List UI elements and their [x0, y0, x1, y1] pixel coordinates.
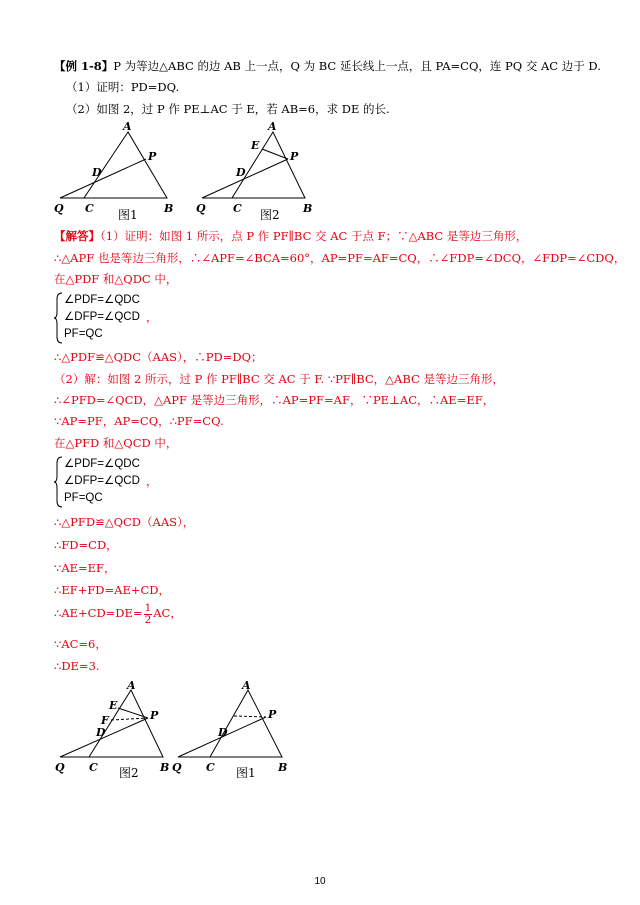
label-B: B	[303, 202, 313, 215]
figure-caption: 图1	[118, 208, 138, 222]
label-C: C	[206, 761, 215, 774]
label-P: P	[268, 708, 277, 721]
figure-caption: 图1	[236, 766, 256, 780]
label-C: C	[89, 761, 98, 774]
solution-line-14: ∵AC=6，	[54, 637, 107, 651]
label-E: E	[251, 139, 260, 152]
solution-line-9: ∴△PFD≌△QCD（AAS），	[54, 515, 195, 529]
label-C: C	[85, 202, 94, 215]
left-brace-icon	[54, 292, 64, 344]
label-D: D	[236, 166, 246, 179]
system-row: ∠DFP=∠QCD	[64, 475, 140, 487]
label-F: F	[101, 714, 109, 727]
figure-2-top	[196, 118, 326, 223]
label-A: A	[123, 120, 132, 133]
label-E: E	[109, 699, 118, 712]
equation-system-1	[54, 292, 174, 344]
equation-system-2	[54, 456, 174, 508]
label-A: A	[127, 679, 136, 692]
solution-line-5: （2）解：如图 2 所示，过 P 作 PF∥BC 交 AC 于 F. ∵PF∥BC，△ABC 是等边三角形，	[54, 372, 504, 386]
figure-caption: 图2	[119, 766, 139, 780]
problem-part2: （2）如图 2，过 P 作 PE⊥AC 于 E，若 AB=6，求 DE 的长.	[66, 102, 390, 116]
solution-line-12: ∴EF+FD=AE+CD，	[54, 583, 171, 597]
problem-part1: （1）证明：PD=DQ.	[66, 80, 180, 94]
solution-line-4: ∴△PDF≌△QDC（AAS），∴PD=DQ；	[54, 350, 263, 364]
problem-statement	[54, 58, 601, 74]
label-A: A	[242, 679, 251, 692]
label-B: B	[164, 202, 174, 215]
solution-line-8: 在△PFD 和△QCD 中，	[54, 436, 178, 450]
system-row: ∠DFP=∠QCD	[64, 311, 140, 323]
solution-line-7: ∵AP=PF，AP=CQ，∴PF=CQ.	[54, 414, 224, 428]
label-A: A	[268, 120, 277, 133]
solution-line-10: ∴FD=CD，	[54, 538, 118, 552]
solution-line-2: ∴△APF 也是等边三角形，∴∠APF=∠BCA=60°，AP=PF=AF=CQ，∴∠FDP=∠DCQ，∠FDP=∠CDQ，	[54, 251, 626, 265]
fraction-half: $\frac{1}{2}$	[144, 601, 152, 626]
system-comma: ，	[146, 476, 158, 488]
figure-caption: 图2	[260, 208, 280, 222]
system-row: ∠PDF=∠QDC	[64, 294, 140, 306]
solution-line-6: ∴∠PFD=∠QCD，△APF 是等边三角形，∴AP=PF=AF，∵PE⊥AC，∴AE=EF，	[54, 393, 495, 407]
label-P: P	[290, 150, 299, 163]
page-number: 10	[314, 876, 326, 887]
figure-1-bottom	[172, 678, 294, 782]
label-Q: Q	[172, 761, 182, 774]
label-D: D	[92, 166, 102, 179]
label-D: D	[96, 726, 106, 739]
problem-tag: 【例 1-8】	[54, 59, 114, 73]
label-P: P	[150, 709, 159, 722]
figure-1-top	[52, 118, 182, 223]
label-B: B	[160, 761, 170, 774]
solution-line-11: ∵AE=EF，	[54, 561, 116, 575]
solution-line-3: 在△PDF 和△QDC 中，	[54, 272, 178, 286]
label-C: C	[233, 202, 242, 215]
system-row: PF=QC	[64, 492, 103, 504]
system-row: PF=QC	[64, 328, 103, 340]
label-Q: Q	[196, 202, 206, 215]
system-comma: ，	[146, 312, 158, 324]
left-brace-icon	[54, 456, 64, 508]
system-row: ∠PDF=∠QDC	[64, 458, 140, 470]
label-Q: Q	[54, 202, 64, 215]
figure-2-bottom	[55, 678, 175, 782]
solution-line-15: ∴DE=3.	[54, 659, 100, 673]
label-D: D	[218, 726, 228, 739]
label-Q: Q	[55, 761, 65, 774]
solution-line-1: 【解答】（1）证明：如图 1 所示，点 P 作 PF∥BC 交 AC 于点 F；∵△ABC 是等边三角形，	[54, 229, 528, 243]
solution-tag: 【解答】	[54, 229, 100, 243]
problem-text: P 为等边△ABC 的边 AB 上一点，Q 为 BC 延长线上一点，且 PA=CQ，连 PQ 交 AC 边于 D.	[113, 59, 601, 73]
solution-line-13: ∴AE+CD=DE= $\frac{1}{2}$ AC，	[54, 601, 182, 626]
label-B: B	[278, 761, 288, 774]
label-P: P	[148, 150, 157, 163]
